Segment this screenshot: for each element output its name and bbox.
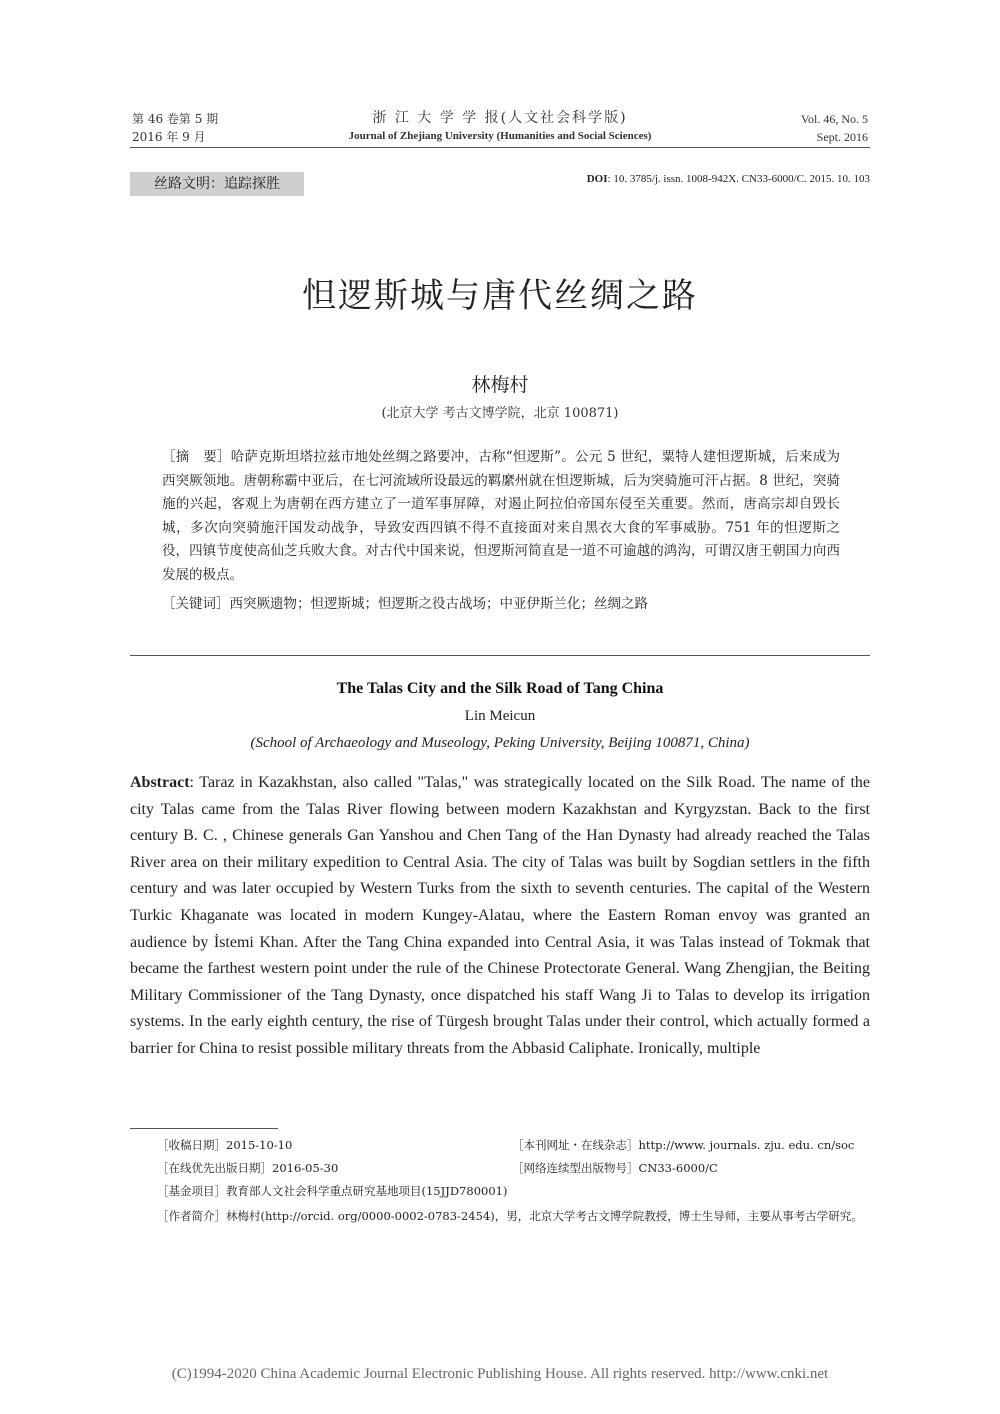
- affiliation-cn: (北京大学 考古文博学院，北京 100871): [381, 406, 619, 421]
- author-name-cn: 林梅村: [471, 374, 529, 396]
- article-title-cn: 怛逻斯城与唐代丝绸之路: [302, 276, 698, 316]
- abstract-cn: ［摘 要］哈萨克斯坦塔拉兹市地处丝绸之路要冲，古称“怛逻斯”。公元 5 世纪，粟特人建怛逻斯城，后来成为西突厥领地。唐朝称霸中亚后，在七河流域所设最远的羁縻州就在怛逻斯城，后为突骑施可汗占据。8 世纪，突骑施的兴起，客观上为唐朝在西方建立了一道军事屏障，对遏止阿拉伯帝国东侵至关重要。然而，唐高宗却自毁长城，多次向突骑施汗国发动战争，导致安西四镇不得不直接面对来自黑衣大食的军事威胁。751 年的怛逻斯之役，四镇节度使高仙芝兵败大食。对古代中国来说，怛逻斯河简直是一道不可逾越的鸿沟，可谓汉唐王朝国力向西发展的极点。: [162, 449, 840, 583]
- footnote-serial-number: ［网络连续型出版物号］CN33-6000/C: [512, 1161, 718, 1175]
- keywords-cn: ［关键词］西突厥遗物；怛逻斯城；怛逻斯之役古战场；中亚伊斯兰化；丝绸之路: [162, 596, 648, 612]
- abstract-en: [130, 770, 870, 1063]
- footnote-received: ［收稿日期］2015-10-10: [157, 1138, 293, 1152]
- journal-title-cn: 浙 江 大 学 学 报(人文社会科学版): [372, 110, 628, 126]
- volume-issue-line: 第 46 卷第 5 期: [132, 112, 219, 126]
- volume-issue: [132, 110, 218, 146]
- volume-number-en: Vol. 46, No. 5: [800, 112, 868, 126]
- author-name-en: Lin Meicun: [464, 708, 536, 724]
- doi-value: : 10. 3785/j. issn. 1008-942X. CN33-6000/C. 2015. 10. 103: [607, 173, 870, 185]
- footnote-journal-url[interactable]: ［本刊网址・在线杂志］http://www. journals. zju. edu. cn/soc: [512, 1138, 855, 1152]
- section-divider: [130, 655, 870, 656]
- header-divider: [130, 147, 870, 148]
- publication-date-line: 2016 年 9 月: [132, 130, 206, 144]
- footnote-author-bio: ［作者简介］林梅村(http://orcid. org/0000-0002-0783-2454)，男，北京大学考古文博学院教授，博士生导师，主要从事考古学研究。: [157, 1209, 863, 1223]
- journal-title-en: Journal of Zhejiang University (Humanities and Social Sciences): [348, 130, 652, 142]
- article-title-en: The Talas City and the Silk Road of Tang China: [336, 680, 664, 697]
- footnote-fund: ［基金项目］教育部人文社会科学重点研究基地项目(15JJD780001): [157, 1184, 508, 1198]
- abstract-en-text: : Taraz in Kazakhstan, also called "Talas," was strategically located on the Silk Road. The name of the city Talas came from the Talas River flowing between modern Kazakhstan and Kyrgyzstan. Back to the first century B. C. , Chinese generals Gan Yanshou and Chen Tang of the Han Dynasty had already reached the Talas River area on their military expedition to Central Asia. The city of Talas was built by Sogdian settlers in the fifth century and was later occupied by Western Turks from the sixth to seventh centuries. The capital of the Western Turkic Khaganate was located in modern Kungey-Alatau, where the Eastern Roman envoy was granted an audience by İstemi Khan. After the Tang China expanded into Central Asia, it was Talas instead of Tokmak that became the farthest western point under the rule of the Chinese Protectorate General. Wang Zhengjian, the Beiting Military Commissioner of the Tang Dynasty, once dispatched his staff Wang Ji to Talas to develop its irrigation systems. In the early eighth century, the rise of Türgesh brought Talas under their control, which actually formed a barrier for China to resist possible military threats from the Abbasid Caliphate. Ironically, multiple: [130, 774, 870, 1057]
- volume-issue-en: [801, 110, 868, 146]
- doi-label: DOI: [586, 173, 608, 185]
- abstract-en-label: Abstract: [130, 774, 190, 791]
- publication-date-en: Sept. 2016: [816, 130, 868, 144]
- section-tag: 丝路文明：追踪探胜: [130, 172, 304, 196]
- copyright-notice: (C)1994-2020 China Academic Journal Electronic Publishing House. All rights reserved. http://www.cnki.net: [171, 1366, 829, 1382]
- footnote-online-first: ［在线优先出版日期］2016-05-30: [157, 1161, 339, 1175]
- journal-title: [250, 108, 750, 144]
- doi-line[interactable]: [587, 172, 870, 186]
- footnote-divider: [130, 1128, 278, 1129]
- affiliation-en: (School of Archaeology and Museology, Peking University, Beijing 100871, China): [250, 735, 750, 751]
